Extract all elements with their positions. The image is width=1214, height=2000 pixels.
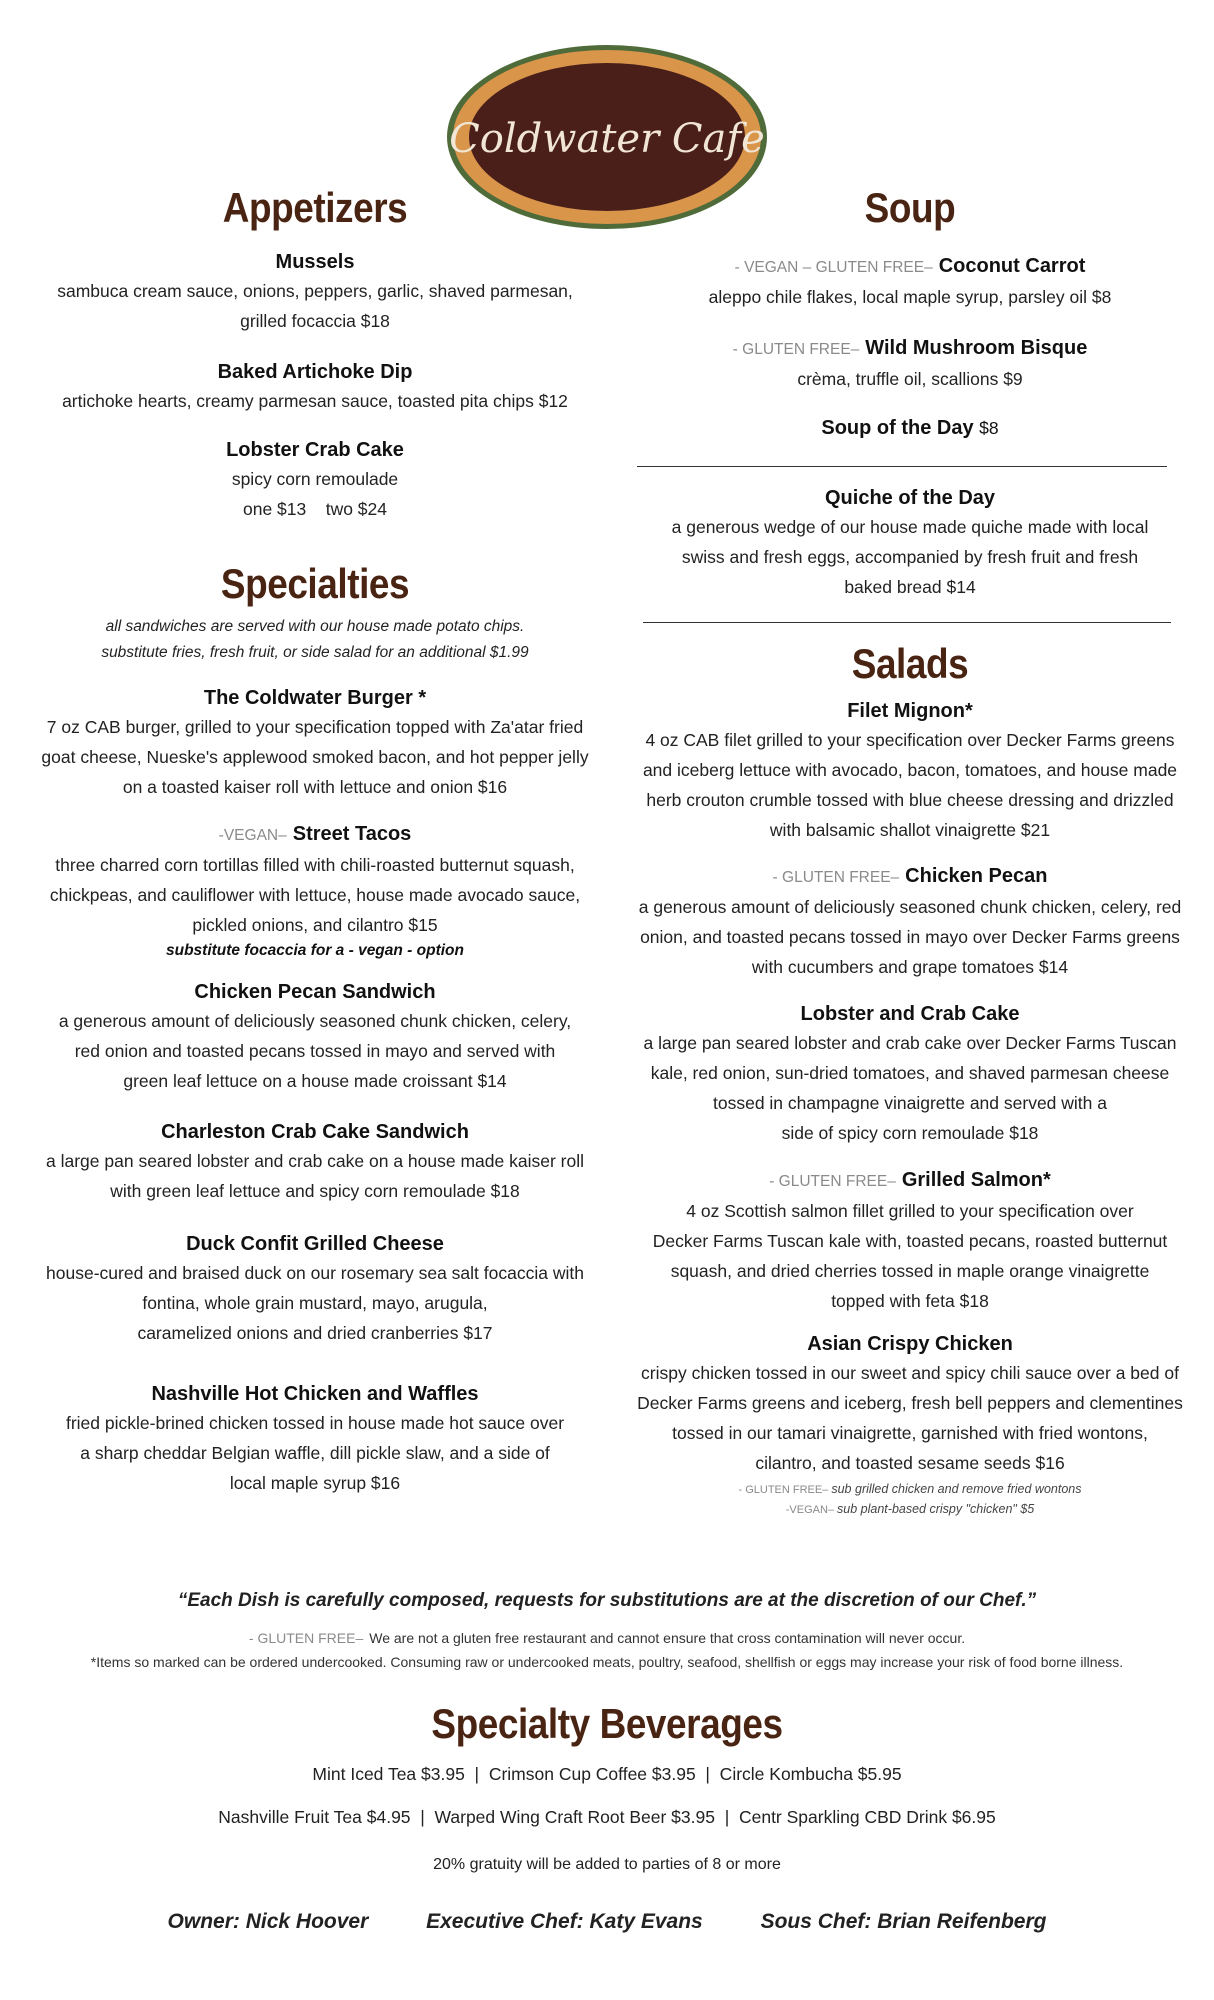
item-desc: crèma, truffle oil, scallions $9 (797, 369, 1023, 389)
item-name-row (615, 414, 1205, 442)
item-name: Chicken Pecan Sandwich (194, 981, 436, 1003)
item-desc: 4 oz Scottish salmon fillet grilled to your specification over (686, 1201, 1134, 1221)
menu-item-mussels (20, 248, 610, 336)
item-name: Soup of the Day (821, 417, 974, 439)
item-desc: onion, and toasted pecans tossed in mayo over Decker Farms greens (640, 927, 1180, 947)
item-desc: topped with feta $18 (831, 1291, 989, 1311)
item-desc: on a toasted kaiser roll with lettuce and onion $16 (122, 777, 508, 797)
item-name: Filet Mignon* (847, 700, 973, 722)
item-desc: artichoke hearts, creamy parmesan sauce, toasted pita chips $12 (62, 391, 568, 411)
raw-food-disclaimer: *Items so marked can be ordered undercooked. Consuming raw or undercooked meats, poultry, seafood, shellfish or eggs may increase your risk of food borne illness. (90, 1654, 1124, 1670)
item-desc: pickled onions, and cilantro $15 (192, 915, 438, 935)
item-desc: aleppo chile flakes, local maple syrup, parsley oil $8 (708, 287, 1112, 307)
item-desc: local maple syrup $16 (229, 1473, 401, 1493)
item-desc: a generous amount of deliciously seasoned chunk chicken, celery, (58, 1011, 572, 1031)
item-desc: caramelized onions and dried cranberries $17 (137, 1323, 493, 1343)
staff-credits (0, 1910, 1214, 1934)
chef-quote (0, 1590, 1214, 1612)
note-text: sub grilled chicken and remove fried wontons (831, 1482, 1082, 1496)
menu-item-soup-of-the-day (615, 414, 1205, 442)
vegan-tag: -VEGAN– (785, 1504, 835, 1516)
specialties-note (20, 614, 610, 666)
item-desc: Decker Farms Tuscan kale with, toasted pecans, roasted butternut (652, 1231, 1168, 1251)
menu-item-quiche-of-the-day (615, 484, 1205, 602)
beverages-line-1 (0, 1764, 1214, 1785)
gluten-free-tag: - GLUTEN FREE– (738, 1484, 829, 1496)
item-name: Duck Confit Grilled Cheese (186, 1233, 444, 1255)
item-desc: one $13 two $24 (243, 499, 387, 519)
item-desc: red onion and toasted pecans tossed in mayo and served with (74, 1041, 556, 1061)
item-name: Coconut Carrot (938, 255, 1086, 277)
item-name: Lobster Crab Cake (226, 439, 404, 461)
beverage-list: Mint Iced Tea $3.95 | Crimson Cup Coffee $3.95 | Circle Kombucha $5.95 (312, 1764, 902, 1784)
item-desc: a large pan seared lobster and crab cake over Decker Farms Tuscan (643, 1033, 1177, 1053)
quote-text: “Each Dish is carefully composed, requests for substitutions are at the discretion of our Chef.” (177, 1590, 1037, 1611)
item-desc: sambuca cream sauce, onions, peppers, garlic, shaved parmesan, (57, 281, 573, 301)
menu-item-wild-mushroom-bisque (615, 334, 1205, 394)
owner: Owner: Nick Hoover (167, 1910, 369, 1933)
menu-item-lobster-crab-cake (20, 436, 610, 524)
item-desc: side of spicy corn remoulade $18 (781, 1123, 1039, 1143)
item-name: The Coldwater Burger * (203, 687, 427, 709)
menu-item-asian-crispy-chicken (615, 1330, 1205, 1520)
menu-item-chicken-pecan-sandwich (20, 978, 610, 1096)
item-desc: Decker Farms greens and iceberg, fresh bell peppers and clementines (637, 1393, 1183, 1413)
item-desc: kale, red onion, sun-dried tomatoes, and shaved parmesan cheese (650, 1063, 1170, 1083)
item-desc: grilled focaccia $18 (240, 311, 390, 331)
item-name: Chicken Pecan (905, 865, 1048, 887)
note-text: sub plant-based crispy "chicken" $5 (837, 1502, 1035, 1516)
salads-title: Salads (851, 640, 969, 687)
item-name: Mussels (275, 251, 355, 273)
item-desc: cilantro, and toasted sesame seeds $16 (755, 1453, 1065, 1473)
item-name-row (615, 1166, 1205, 1196)
item-desc: with balsamic shallot vinaigrette $21 (769, 820, 1051, 840)
item-desc: house-cured and braised duck on our rosemary sea salt focaccia with (46, 1263, 584, 1283)
item-desc: and iceberg lettuce with avocado, bacon, tomatoes, and house made (642, 760, 1178, 780)
vegan-tag: -VEGAN– (218, 827, 287, 844)
item-desc: fontina, whole grain mustard, mayo, arugula, (142, 1293, 488, 1313)
item-desc: a generous wedge of our house made quiche made with local (671, 517, 1149, 537)
item-sub-note: substitute focaccia for a - vegan - option (166, 942, 464, 959)
beverages-title: Specialty Beverages (431, 1700, 783, 1747)
divider (643, 622, 1171, 623)
item-name: Grilled Salmon* (901, 1169, 1051, 1191)
note-line: all sandwiches are served with our house made potato chips. (105, 618, 525, 635)
item-name: Lobster and Crab Cake (800, 1003, 1020, 1025)
item-price: $8 (979, 418, 999, 438)
menu-item-street-tacos (20, 820, 610, 962)
item-name: Nashville Hot Chicken and Waffles (151, 1383, 479, 1405)
item-name: Street Tacos (292, 823, 412, 845)
note-line: substitute fries, fresh fruit, or side salad for an additional $1.99 (101, 644, 529, 661)
beverage-list: Nashville Fruit Tea $4.95 | Warped Wing Craft Root Beer $3.95 | Centr Sparkling CBD Drink $6.95 (218, 1807, 996, 1827)
staff-line (0, 1910, 1214, 1934)
item-desc: fried pickle-brined chicken tossed in house made hot sauce over (65, 1413, 565, 1433)
gluten-free-tag: - GLUTEN FREE– (769, 1173, 896, 1190)
item-desc: a large pan seared lobster and crab cake on a house made kaiser roll (46, 1151, 584, 1171)
item-desc: a generous amount of deliciously seasoned chunk chicken, celery, red (638, 897, 1182, 917)
divider (637, 466, 1167, 467)
item-desc: chickpeas, and cauliflower with lettuce, house made avocado sauce, (49, 885, 581, 905)
gluten-free-tag: - GLUTEN FREE– (732, 341, 860, 358)
soup-title: Soup (864, 184, 956, 231)
sous-chef: Sous Chef: Brian Reifenberg (760, 1910, 1047, 1933)
menu-item-lobster-and-crab-cake (615, 1000, 1205, 1148)
item-desc: tossed in champagne vinaigrette and served with a (713, 1093, 1107, 1113)
vegan-gluten-free-tag: - VEGAN – GLUTEN FREE– (734, 259, 933, 276)
specialties-title: Specialties (220, 560, 410, 607)
disclaimer (0, 1626, 1214, 1674)
beverages-section (0, 1700, 1214, 1748)
item-desc: squash, and dried cherries tossed in maple orange vinaigrette (670, 1261, 1150, 1281)
executive-chef: Executive Chef: Katy Evans (426, 1910, 703, 1933)
gratuity-text: 20% gratuity will be added to parties of 8 or more (433, 1856, 781, 1873)
item-desc: spicy corn remoulade (231, 469, 399, 489)
item-name-row (20, 820, 610, 850)
item-desc: with cucumbers and grape tomatoes $14 (751, 957, 1069, 977)
gratuity-note (0, 1856, 1214, 1874)
item-name: Quiche of the Day (824, 487, 996, 509)
gluten-free-tag: - GLUTEN FREE– (772, 869, 900, 886)
item-name: Asian Crispy Chicken (807, 1333, 1013, 1355)
item-desc: crispy chicken tossed in our sweet and spicy chili sauce over a bed of (641, 1363, 1179, 1383)
item-name: Baked Artichoke Dip (217, 361, 413, 383)
menu-item-charleston-crab-cake-sandwich (20, 1118, 610, 1206)
item-name: Charleston Crab Cake Sandwich (161, 1121, 469, 1143)
gluten-free-tag: - GLUTEN FREE– (248, 1630, 364, 1646)
menu-item-nashville-hot-chicken-and-waffles (20, 1380, 610, 1498)
item-desc: 7 oz CAB burger, grilled to your specification topped with Za'atar fried (46, 717, 584, 737)
item-desc: green leaf lettuce on a house made croissant $14 (123, 1071, 507, 1091)
item-desc: with green leaf lettuce and spicy corn remoulade $18 (110, 1181, 520, 1201)
menu-item-duck-confit-grilled-cheese (20, 1230, 610, 1348)
item-desc: baked bread $14 (844, 577, 976, 597)
menu-item-coconut-carrot (615, 252, 1205, 312)
item-name-row (615, 862, 1205, 892)
item-name-row (615, 334, 1205, 364)
gluten-free-disclaimer (0, 1626, 1214, 1650)
beverages-line-2 (0, 1807, 1214, 1828)
menu-item-chicken-pecan-salad (615, 862, 1205, 982)
vegan-sub-note (615, 1500, 1205, 1520)
item-desc: three charred corn tortillas filled with chili-roasted butternut squash, (55, 855, 575, 875)
menu-item-baked-artichoke-dip (20, 358, 610, 416)
menu-item-filet-mignon (615, 697, 1205, 845)
appetizers-title: Appetizers (222, 184, 408, 231)
menu-item-grilled-salmon (615, 1166, 1205, 1316)
item-name: Wild Mushroom Bisque (865, 337, 1088, 359)
item-desc: herb crouton crumble tossed with blue cheese dressing and drizzled (646, 790, 1174, 810)
logo-text: Coldwater Cafe (449, 116, 765, 162)
item-desc: goat cheese, Nueske's applewood smoked bacon, and hot pepper jelly (41, 747, 589, 767)
item-desc: a sharp cheddar Belgian waffle, dill pickle slaw, and a side of (80, 1443, 550, 1463)
menu-item-coldwater-burger (20, 684, 610, 802)
item-desc: tossed in our tamari vinaigrette, garnished with fried wontons, (672, 1423, 1148, 1443)
item-name-row (615, 252, 1205, 282)
gluten-free-sub-note (615, 1480, 1205, 1500)
item-desc: swiss and fresh eggs, accompanied by fresh fruit and fresh (681, 547, 1139, 567)
disclaimer-text: We are not a gluten free restaurant and cannot ensure that cross contamination will never occur. (369, 1630, 966, 1646)
item-desc: 4 oz CAB filet grilled to your specification over Decker Farms greens (645, 730, 1175, 750)
